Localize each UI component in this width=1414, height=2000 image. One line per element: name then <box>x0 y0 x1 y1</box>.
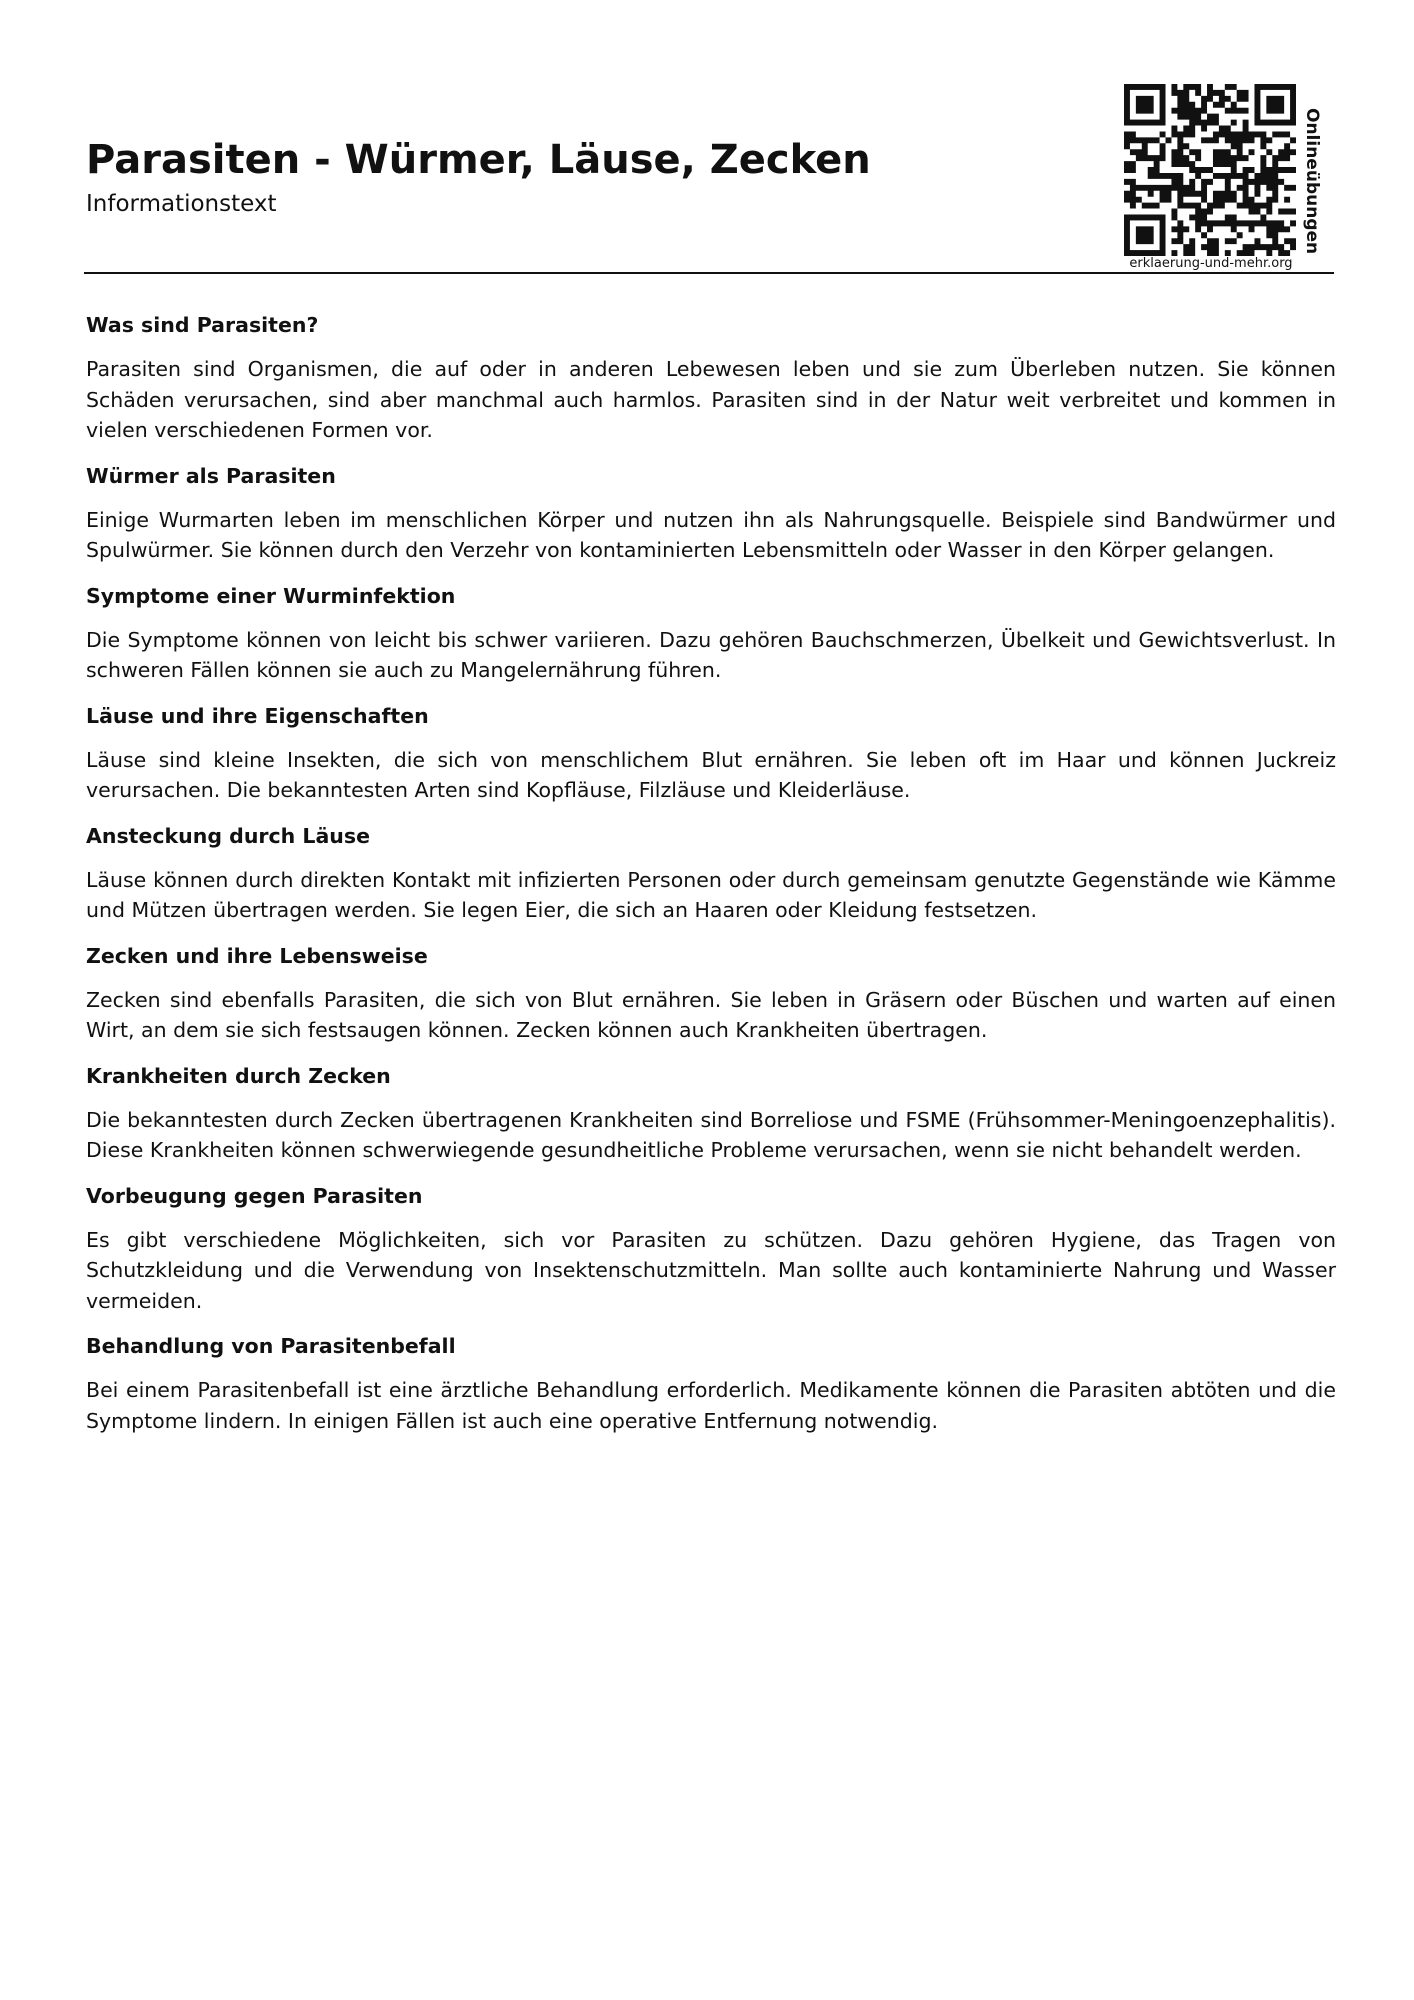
section-text: Es gibt verschiedene Möglichkeiten, sich vor Parasiten zu schützen. Dazu gehören Hygiene, das Tragen von Schutzkleidung und die Verwendung von Insektenschutzmitteln. Man sollte auch kontaminierte Nahrung und Wasser vermeiden. <box>86 1227 1336 1313</box>
section-heading: Vorbeugung gegen Parasiten <box>86 1183 423 1208</box>
qr-url: erklaerung-und-mehr.org <box>1129 256 1293 271</box>
section-lice <box>86 701 1336 806</box>
section-lice-infection <box>86 821 1336 926</box>
section-treatment <box>86 1331 1336 1436</box>
section-heading: Zecken und ihre Lebensweise <box>86 943 428 968</box>
section-tick-diseases <box>86 1061 1336 1166</box>
section-text: Zecken sind ebenfalls Parasiten, die sich von Blut ernähren. Sie leben in Gräsern oder Büschen und warten auf einen Wirt, an dem sie sich festsaugen können. Zecken können auch Krankheiten übertragen. <box>86 987 1336 1042</box>
document-body <box>86 310 1336 1451</box>
page-title: Parasiten - Würmer, Läuse, Zecken <box>86 137 871 183</box>
qr-label: Onlineübungen <box>1302 108 1322 255</box>
section-heading: Symptome einer Wurminfektion <box>86 583 456 608</box>
header-divider <box>84 272 1334 274</box>
section-what-are-parasites <box>86 310 1336 446</box>
section-heading: Was sind Parasiten? <box>86 313 319 337</box>
section-heading: Läuse und ihre Eigenschaften <box>86 703 429 728</box>
section-worm-symptoms <box>86 581 1336 686</box>
section-prevention <box>86 1181 1336 1317</box>
section-heading: Behandlung von Parasitenbefall <box>86 1334 456 1358</box>
section-heading: Ansteckung durch Läuse <box>86 823 371 848</box>
section-text: Parasiten sind Organismen, die auf oder in anderen Lebewesen leben und sie zum Überleben nutzen. Sie können Schäden verursachen, sind aber manchmal auch harmlos. Parasiten sind in der Natur weit verbreitet und kommen in vielen verschiedenen Formen vor. <box>86 357 1336 442</box>
section-heading: Krankheiten durch Zecken <box>86 1063 391 1088</box>
section-text: Läuse können durch direkten Kontakt mit infizierten Personen oder durch gemeinsam genutzte Gegenstände wie Kämme und Mützen übertragen werden. Sie legen Eier, die sich an Haaren oder Kleidung festsetzen. <box>86 867 1336 922</box>
section-ticks <box>86 941 1336 1046</box>
page-subtitle: Informationstext <box>86 191 277 217</box>
section-heading: Würmer als Parasiten <box>86 463 336 488</box>
section-text: Einige Wurmarten leben im menschlichen Körper und nutzen ihn als Nahrungsquelle. Beispiele sind Bandwürmer und Spulwürmer. Sie können durch den Verzehr von kontaminierten Lebensmitteln oder Wasser in den Körper gelangen. <box>86 507 1336 562</box>
section-text: Bei einem Parasitenbefall ist eine ärztliche Behandlung erforderlich. Medikamente können die Parasiten abtöten und die Symptome lindern. In einigen Fällen ist auch eine operative Entfernung notwendig. <box>86 1378 1336 1433</box>
section-text: Die Symptome können von leicht bis schwer variieren. Dazu gehören Bauchschmerzen, Übelkeit und Gewichtsverlust. In schweren Fällen können sie auch zu Mangelernährung führen. <box>86 627 1336 682</box>
section-text: Die bekanntesten durch Zecken übertragenen Krankheiten sind Borreliose und FSME (Frühsommer-Meningoenzephalitis). Diese Krankheiten können schwerwiegende gesundheitliche Probleme verursachen, wenn sie nicht behandelt werden. <box>86 1107 1336 1162</box>
section-worms <box>86 461 1336 566</box>
section-text: Läuse sind kleine Insekten, die sich von menschlichem Blut ernähren. Sie leben oft im Haar und können Juckreiz verursachen. Die bekanntesten Arten sind Kopfläuse, Filzläuse und Kleiderläuse. <box>86 747 1336 802</box>
qr-code-icon[interactable] <box>1124 84 1296 256</box>
